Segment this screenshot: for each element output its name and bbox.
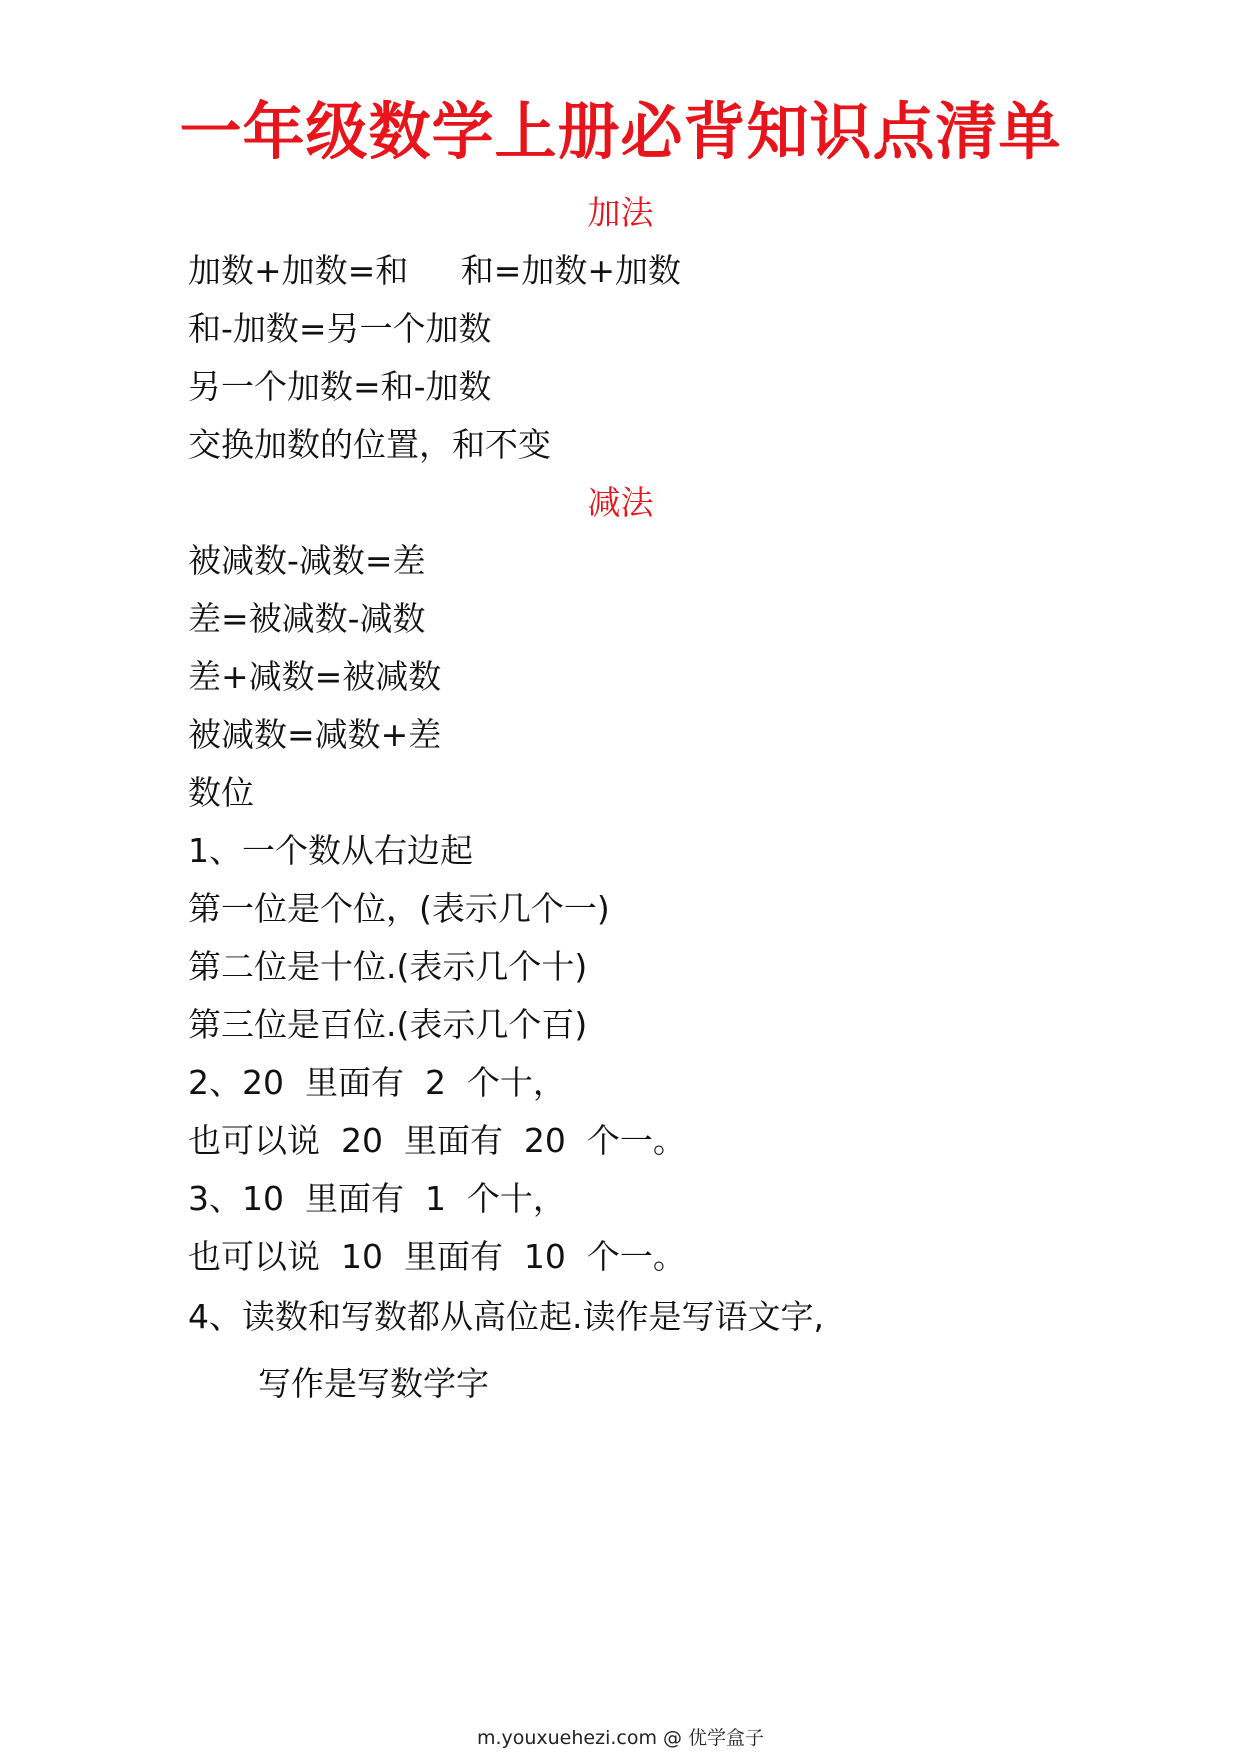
section-heading-place-value: 数位 [188, 773, 254, 812]
place-value-line-10: 写作是写数学字 [258, 1364, 489, 1403]
addition-line-4: 交换加数的位置，和不变 [188, 425, 551, 464]
place-value-line-7: 3、10 里面有 1 个十， [188, 1179, 566, 1218]
addition-line-3: 另一个加数=和-加数 [188, 367, 492, 406]
page-title: 一年级数学上册必背知识点清单 [179, 95, 1062, 168]
addition-line-1: 加数+加数=和 和=加数+加数 [188, 251, 682, 290]
place-value-line-2: 第一位是个位，(表示几个一) [188, 889, 610, 928]
place-value-line-9: 4、读数和写数都从高位起.读作是写语文字, [188, 1297, 824, 1336]
place-value-line-5: 2、20 里面有 2 个十， [188, 1063, 566, 1102]
place-value-line-8: 也可以说 10 里面有 10 个一。 [188, 1237, 686, 1276]
place-value-line-4: 第三位是百位.(表示几个百) [188, 1005, 588, 1044]
place-value-line-6: 也可以说 20 里面有 20 个一。 [188, 1121, 686, 1160]
place-value-line-1: 1、一个数从右边起 [188, 831, 473, 870]
section-heading-subtraction: 减法 [587, 483, 654, 522]
subtraction-line-2: 差=被减数-减数 [188, 599, 426, 638]
subtraction-line-3: 差+减数=被减数 [188, 657, 442, 696]
place-value-line-3: 第二位是十位.(表示几个十) [188, 947, 588, 986]
footer-source: m.youxuehezi.com @ 优学盒子 [476, 1727, 765, 1749]
subtraction-line-1: 被减数-减数=差 [188, 541, 426, 580]
section-heading-addition: 加法 [587, 193, 654, 232]
subtraction-line-4: 被减数=减数+差 [188, 715, 442, 754]
addition-line-2: 和-加数=另一个加数 [188, 309, 492, 348]
